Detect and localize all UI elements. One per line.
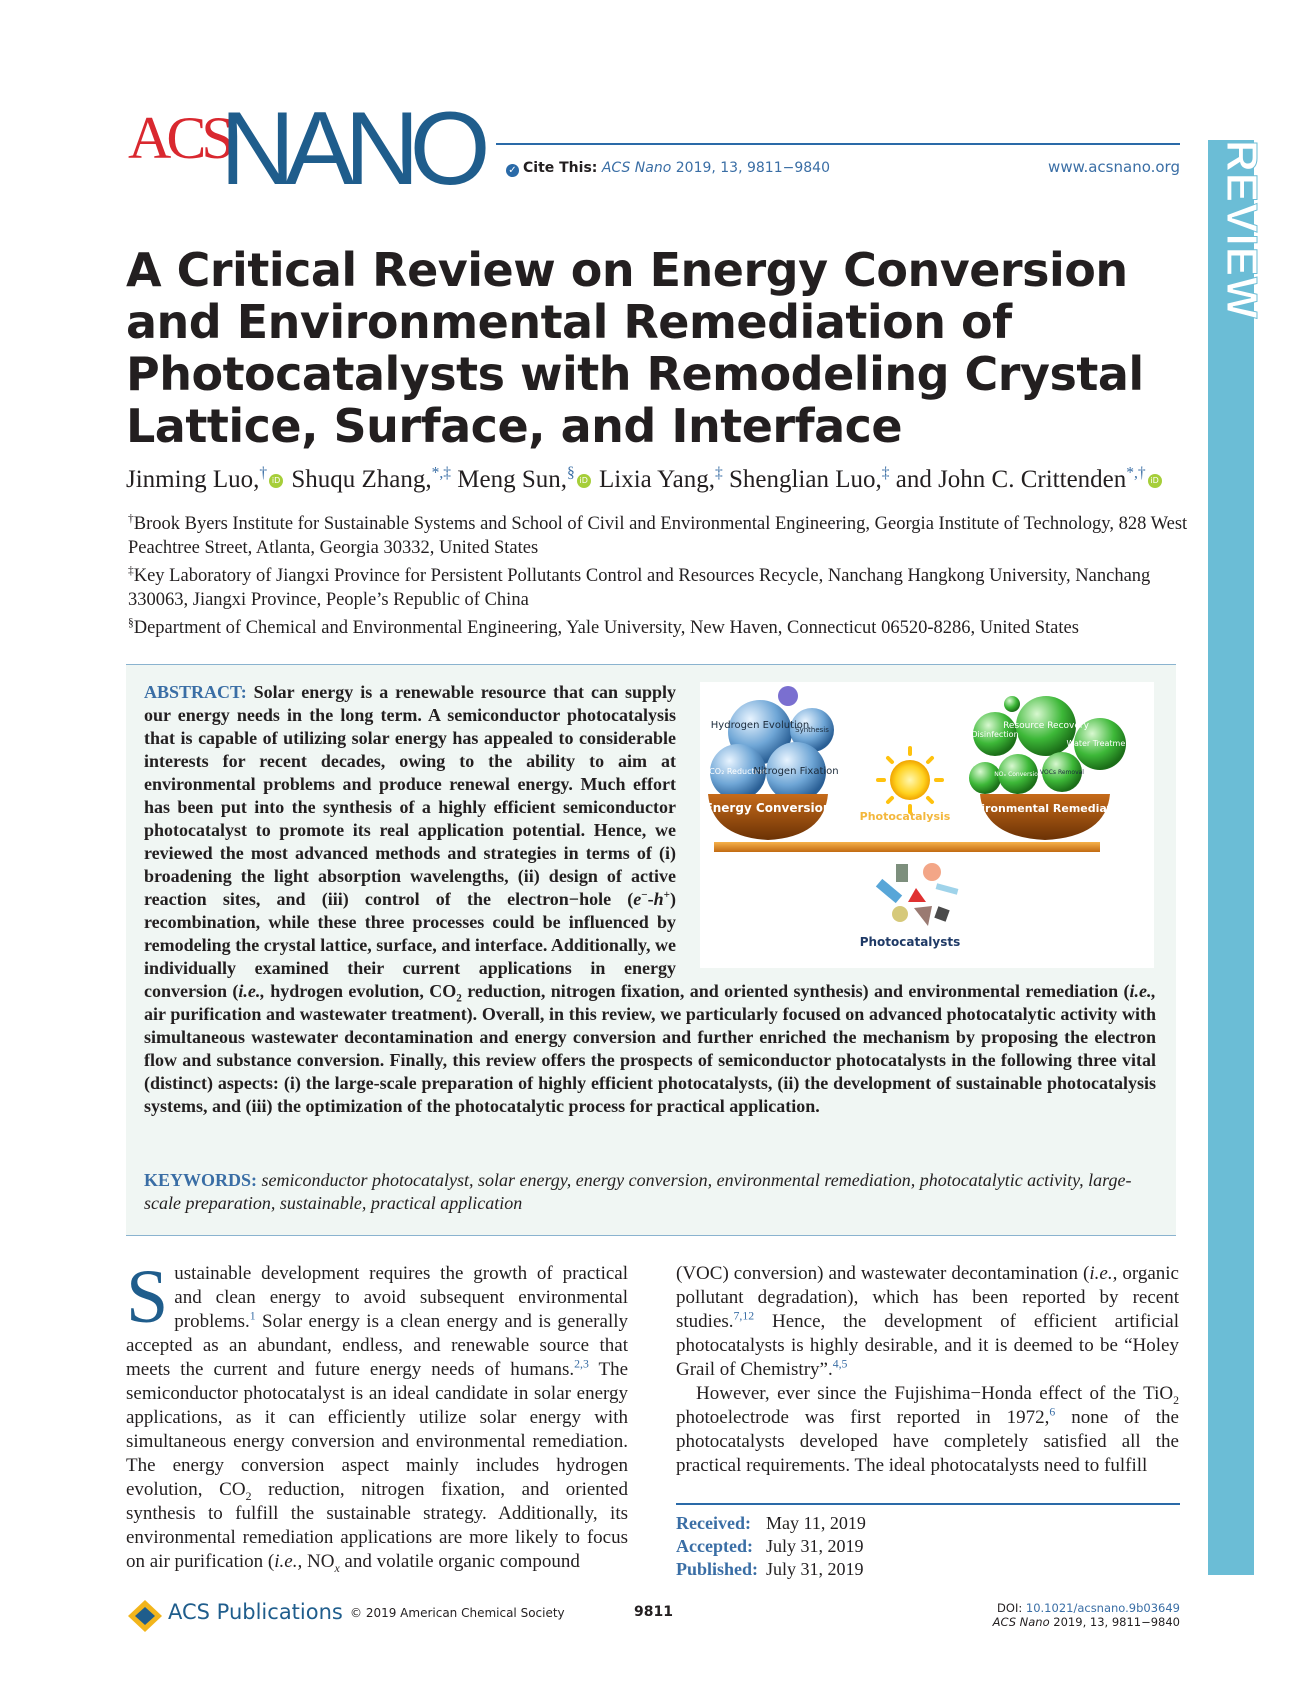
- body-text: 2: [245, 1489, 252, 1503]
- logo-acs: ACS: [128, 105, 230, 171]
- toc-label-synthesis: Synthesis: [795, 726, 829, 734]
- dates-rule: [676, 1503, 1180, 1505]
- sphere-icon: [778, 686, 798, 706]
- keywords: [144, 1169, 1156, 1215]
- copyright: © 2019 American Chemical Society: [350, 1606, 565, 1620]
- doi-block: [993, 1601, 1180, 1629]
- affiliation-mark: †: [128, 512, 134, 525]
- body-text: Solar energy is a clean energy and is generally accepted as an abundant, endless, and renewable source that meets the current and future energy needs of humans.: [126, 1311, 628, 1380]
- reference-link[interactable]: 6: [1049, 1405, 1056, 1419]
- body-text: photoelectrode was first reported in 1972,: [676, 1407, 1050, 1428]
- body-text: none of the photocatalysts developed have completely satisfied all the practical requirements. The ideal photocatalysts need to fulfill: [676, 1407, 1179, 1476]
- toc-label-resource: Resource Recovery: [1003, 721, 1089, 731]
- affiliation-text: Brook Byers Institute for Sustainable Systems and School of Civil and Environmental Engineering, Georgia Institute of Technology, 828 West Peachtree Street, Atlanta, Georgia 30332, United States: [128, 514, 1188, 558]
- crystals-icon: [876, 863, 959, 926]
- reference-link[interactable]: 7,12: [733, 1309, 755, 1323]
- page-number: 9811: [634, 1604, 673, 1620]
- abstract-text: e: [633, 889, 642, 909]
- toc-label-voc: VOCs Removal: [1040, 769, 1084, 776]
- affiliation: [128, 564, 1188, 612]
- abstract-text: -: [647, 889, 654, 909]
- cite-label: Cite This:: [523, 160, 598, 176]
- body-text: i.e.,: [274, 1551, 303, 1572]
- sphere-icon: [1004, 696, 1020, 712]
- affiliation-mark: ‡: [128, 564, 134, 577]
- toc-label-env: [959, 802, 1131, 815]
- body-text: The semiconductor photocatalyst is an ideal candidate in solar energy applications, as it can efficiently utilize solar energy with simultaneous energy conversion and environmental remediation. The energy conversion aspect mainly includes hydrogen evolution, CO: [126, 1359, 629, 1500]
- toc-graphic: [700, 682, 1154, 968]
- doi-label: DOI:: [997, 1601, 1023, 1615]
- dropcap: S: [126, 1255, 169, 1339]
- toc-label-photocatalysis: Photocatalysis: [859, 810, 951, 823]
- body-column-2: [676, 1262, 1179, 1478]
- journal-logo: [128, 91, 508, 207]
- footer-journal-ref: 2019, 13, 9811−9840: [1053, 1615, 1180, 1629]
- affiliation: [128, 512, 1188, 560]
- cite-ref: 2019, 13, 9811−9840: [675, 160, 830, 176]
- reference-link[interactable]: 2,3: [574, 1357, 589, 1371]
- toc-label-hydrogen: Hydrogen Evolution: [710, 720, 810, 731]
- abstract-text: reduction, nitrogen fixation, and oriented synthesis) and environmental remediation (: [461, 981, 1130, 1001]
- author-name[interactable]: and John C. Crittenden: [895, 466, 1127, 493]
- body-text: However, ever since the Fujishima−Honda effect of the TiO: [696, 1383, 1174, 1404]
- website-link[interactable]: www.acsnano.org: [1048, 158, 1180, 176]
- orcid-icon[interactable]: iD: [577, 474, 591, 488]
- body-text: organic pollutant degradation), which has been reported by recent studies.: [676, 1263, 1179, 1332]
- paragraph: [676, 1382, 1179, 1478]
- toc-label-co2: CO₂ Reduction: [709, 767, 767, 776]
- sun-icon: [878, 748, 942, 812]
- toc-illustration: [700, 682, 1154, 968]
- sphere-icon: [969, 762, 1001, 794]
- orcid-icon[interactable]: iD: [1148, 474, 1162, 488]
- author-name[interactable]: Lixia Yang,: [598, 466, 715, 493]
- acs-publications-logo-icon: [126, 1598, 164, 1634]
- abstract-text: hydrogen evolution, CO: [264, 981, 457, 1001]
- abstract-text: −: [641, 889, 648, 901]
- body-text: reduction, nitrogen fixation, and oriented synthesis to fulfill the sustainable strategy. Additionally, its environmental remediation applications are more likely to focus on air purification (: [126, 1479, 628, 1572]
- cite-this[interactable]: [506, 160, 830, 177]
- logo-nano: NANO: [220, 91, 481, 207]
- abstract-label: ABSTRACT:: [144, 682, 247, 702]
- author-mark: §: [566, 464, 575, 482]
- section-bar: [1208, 140, 1266, 1575]
- toc-label-env-text: Environmental Remediation: [958, 802, 1132, 815]
- published-date: July 31, 2019: [766, 1559, 864, 1579]
- abstract-text: i.e.,: [238, 981, 265, 1001]
- received-label: Received:: [676, 1513, 751, 1533]
- abstract-text: i.e.,: [1129, 981, 1156, 1001]
- toc-label-disinfection: Disinfection: [971, 730, 1019, 739]
- received-row: [676, 1512, 866, 1535]
- body-column-1: [126, 1255, 629, 1575]
- author-mark: ‡: [714, 464, 723, 482]
- author-name[interactable]: Shenglian Luo,: [728, 466, 882, 493]
- abstract-text: 2: [456, 992, 462, 1005]
- author-mark: †: [259, 464, 268, 482]
- author-name[interactable]: Meng Sun,: [457, 466, 567, 493]
- doi-link[interactable]: 10.1021/acsnano.9b03649: [1025, 1601, 1180, 1615]
- affiliation: [128, 616, 1188, 640]
- received-date: May 11, 2019: [766, 1513, 866, 1533]
- published-row: [676, 1558, 866, 1581]
- check-circle-icon: ✓: [506, 164, 519, 177]
- section-label: REVIEW: [1217, 140, 1266, 320]
- abstract-text: Solar energy is a renewable resource that can supply our energy needs in the long term. A semiconductor photocatalysis that is capable of utilizing solar energy has appealed to considerable interests for recent decades, owing to the ability to aim at environmental problems and produce renewal energy. Much effort has been put into the synthesis of a highly efficient semiconductor photocatalyst to promote its real application potential. Hence, we reviewed the most advanced methods and strategies in terms of (i) broadening the light absorption wavelengths, (ii) design of active reaction sites, and (iii) control of the electron−hole (: [144, 682, 676, 909]
- abstract-text: +: [663, 889, 670, 901]
- toc-label-nitrogen: Nitrogen Fixation: [753, 766, 839, 777]
- accepted-date: July 31, 2019: [766, 1536, 864, 1556]
- author-name[interactable]: Shuqu Zhang,: [291, 466, 432, 493]
- body-text: Hence, the development of efficient artificial photocatalysts is highly desirable, and it is deemed to be “Holey Grail of Chemistry”.: [676, 1311, 1179, 1380]
- body-text: NO: [302, 1551, 335, 1572]
- published-label: Published:: [676, 1559, 759, 1579]
- history-dates: [676, 1512, 866, 1581]
- author-mark: ‡: [881, 464, 890, 482]
- body-text: 2: [1173, 1393, 1179, 1407]
- toc-label-water: Water Treatment: [1066, 739, 1134, 748]
- toc-label-energy: Energy Conversion: [704, 801, 832, 815]
- author-mark: *,†: [1126, 464, 1146, 482]
- reference-link[interactable]: 4,5: [832, 1357, 848, 1371]
- body-text: and volatile organic compound: [339, 1551, 580, 1572]
- paragraph: [676, 1262, 1179, 1382]
- article-title: A Critical Review on Energy Conversion and Environmental Remediation of Photocatalysts with Remodeling Crystal Lattice, Surface, and Interface: [126, 243, 1144, 453]
- header-rule: [496, 143, 1180, 145]
- abstract-text: air purification and wastewater treatment). Overall, in this review, we particularly focused on advanced photocatalytic activity with simultaneous wastewater decontamination and energy conversion and further enriched the mechanism by proposing the electron flow and substance conversion. Finally, this review offers the prospects of semiconductor photocatalysts in the following three vital (distinct) aspects: (i) the large-scale preparation of highly efficient photocatalysts, (ii) the development of sustainable photocatalysis systems, and (iii) the optimization of the photocatalytic process for practical application.: [144, 1004, 1156, 1116]
- accepted-label: Accepted:: [676, 1536, 753, 1556]
- footer-journal: ACS Nano: [992, 1615, 1050, 1629]
- body-text: (VOC) conversion) and wastewater decontamination (: [676, 1263, 1090, 1284]
- affiliation-text: Key Laboratory of Jiangxi Province for Persistent Pollutants Control and Resources Recycle, Nanchang Hangkong University, Nanchang 330063, Jiangxi Province, People’s Republic of China: [128, 566, 1151, 610]
- toc-label-nox: NOₓ Conversion: [994, 771, 1042, 778]
- publisher-name[interactable]: ACS Publications: [168, 1600, 343, 1624]
- author-list: [126, 466, 1206, 494]
- abstract-text: h: [653, 889, 664, 909]
- accepted-row: [676, 1535, 866, 1558]
- body-text: ustainable development requires the growth of practical and clean energy to avoid subsequent environmental problems.: [174, 1263, 628, 1332]
- body-text: i.e.,: [1089, 1263, 1118, 1284]
- keywords-label: KEYWORDS:: [144, 1170, 258, 1190]
- reference-link[interactable]: 1: [249, 1309, 256, 1323]
- bowl-right: [980, 794, 1110, 840]
- affiliation-text: Department of Chemical and Environmental Engineering, Yale University, New Haven, Connecticut 06520-8286, United States: [133, 618, 1079, 638]
- balance-beam: [714, 842, 1100, 852]
- toc-label-photocatalysts: Photocatalysts: [859, 935, 961, 949]
- abstract-text: ) recombination, while these three processes could be influenced by remodeling the crystal lattice, surface, and interface. Additionally, we individually examined their current applications in energy conversion (: [144, 889, 676, 1001]
- body-text: x: [334, 1561, 340, 1575]
- author-mark: *,‡: [431, 464, 451, 482]
- cite-journal: ACS Nano: [601, 160, 672, 176]
- affiliation-mark: §: [128, 616, 134, 629]
- keywords-text: semiconductor photocatalyst, solar energy, energy conversion, environmental remediation, photocatalytic activity, large-scale preparation, sustainable, practical application: [144, 1170, 1132, 1213]
- author-name[interactable]: Jinming Luo,: [126, 466, 260, 493]
- orcid-icon[interactable]: iD: [269, 474, 283, 488]
